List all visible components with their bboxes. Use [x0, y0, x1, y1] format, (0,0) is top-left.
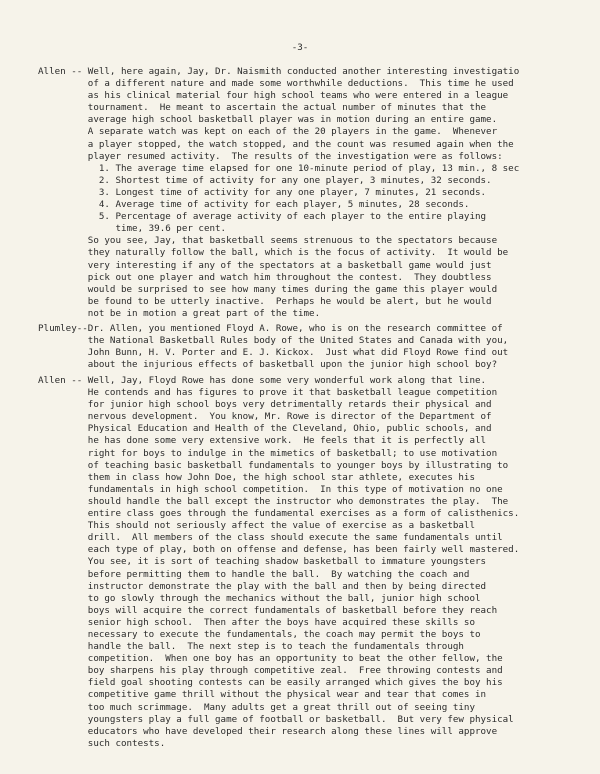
text-line: competitive game thrill without the physical wear and tear that comes in	[38, 689, 487, 701]
text-line: of teaching basic basketball fundamentals to younger boys by illustrating to	[38, 459, 509, 471]
text-line: 3. Longest time of activity for any one player, 7 minutes, 21 seconds.	[38, 186, 487, 198]
text-line: be found to be utterly inactive. Perhaps he would be alert, but he would	[38, 295, 492, 307]
dialogue-entry-plumley	[38, 323, 578, 371]
text-line: very interesting if any of the spectators at a basketball game would just	[38, 259, 492, 271]
text-line: entire class goes through the fundamental exercises as a form of calisthenics.	[38, 508, 520, 520]
text-line: too much scrimmage. Many adults get a great thrill out of seeing tiny	[38, 701, 475, 713]
text-line: pick out one player and watch him throughout the contest. They doubtless	[38, 271, 492, 283]
text-line: Allen -- Well, Jay, Floyd Rowe has done some very wonderful work along that line.	[38, 375, 487, 386]
text-line: to go slowly through the mechanics without the ball, junior high school	[38, 592, 481, 604]
text-line: educators who have developed their research along these lines will approve	[38, 725, 498, 737]
text-line: the National Basketball Rules body of the United States and Canada with you,	[38, 335, 509, 347]
text-line: each type of play, both on offense and defense, has been fairly well mastered.	[38, 544, 520, 556]
text-line: competition. When one boy has an opportunity to beat the other fellow, the	[38, 653, 503, 665]
text-line: fundamentals in high school competition. In this type of motivation no one	[38, 483, 503, 495]
page-number: -3-	[291, 42, 309, 53]
text-line: tournament. He meant to ascertain the actual number of minutes that the	[38, 102, 487, 114]
text-line: should handle the ball except the instructor who demonstrates the play. The	[38, 495, 509, 507]
dialogue-entry-allen-2	[38, 375, 578, 750]
text-line: He contends and has figures to prove it that basketball league competition	[38, 387, 498, 399]
text-line: them in class how John Doe, the high school star athlete, executes his	[38, 471, 475, 483]
text-line: before permitting them to handle the ball. By watching the coach and	[38, 568, 470, 580]
text-line: This should not seriously affect the value of exercise as a basketball	[38, 520, 475, 532]
text-line: drill. All members of the class should execute the same fundamentals until	[38, 532, 503, 544]
text-line: handle the ball. The next step is to teach the fundamentals through	[38, 641, 464, 653]
text-line: such contests.	[38, 737, 166, 749]
text-line: for junior high school boys very detrimentally retards their physical and	[38, 399, 492, 411]
text-line: about the injurious effects of basketball upon the junior high school boy?	[38, 359, 498, 371]
text-line: of a different nature and made some worthwhile deductions. This time he used	[38, 78, 514, 90]
text-line: necessary to execute the fundamentals, the coach may permit the boys to	[38, 628, 481, 640]
text-line: a player stopped, the watch stopped, and the count was resumed again when the	[38, 138, 514, 150]
text-line: right for boys to indulge in the mimetics of basketball; to use motivation	[38, 447, 498, 459]
text-line: 1. The average time elapsed for one 10-minute period of play, 13 min., 8 sec	[38, 162, 520, 174]
text-line: time, 39.6 per cent.	[38, 223, 227, 235]
text-line: youngsters play a full game of football or basketball. But very few physical	[38, 713, 514, 725]
text-line: average high school basketball player was in motion during an entire game.	[38, 114, 498, 126]
text-line: boy sharpens his play through competitive zeal. Free throwing contests and	[38, 665, 503, 677]
text-line: instructor demonstrate the play with the ball and then by being directed	[38, 580, 487, 592]
text-line: not be in motion a great part of the time.	[38, 307, 321, 319]
text-line: nervous development. You know, Mr. Rowe is director of the Department of	[38, 411, 492, 423]
text-line: Plumley--Dr. Allen, you mentioned Floyd A. Rowe, who is on the research committee of	[38, 323, 503, 334]
text-line: You see, it is sort of teaching shadow basketball to immature youngsters	[38, 556, 487, 568]
text-line: senior high school. Then after the boys have acquired these skills so	[38, 616, 475, 628]
text-line: Physical Education and Health of the Cleveland, Ohio, public schools, and	[38, 423, 492, 435]
text-line: as his clinical material four high school teams who were entered in a league	[38, 90, 509, 102]
text-line: A separate watch was kept on each of the 20 players in the game. Whenever	[38, 126, 498, 138]
text-line: 2. Shortest time of activity for any one player, 3 minutes, 32 seconds.	[38, 174, 492, 186]
text-line: 5. Percentage of average activity of each player to the entire playing	[38, 211, 487, 223]
text-line: he has done some very extensive work. He feels that it is perfectly all	[38, 435, 487, 447]
text-line: field goal shooting contests can be easily arranged which gives the boy his	[38, 677, 503, 689]
text-line: player resumed activity. The results of the investigation were as follows:	[38, 150, 503, 162]
text-line: boys will acquire the correct fundamentals of basketball before they reach	[38, 604, 498, 616]
text-line: Allen -- Well, here again, Jay, Dr. Naismith conducted another interesting investigatio	[38, 66, 520, 77]
dialogue-entry-allen-1	[38, 66, 578, 320]
text-line: would be surprised to see how many times during the game this player would	[38, 283, 498, 295]
text-line: 4. Average time of activity for each player, 5 minutes, 28 seconds.	[38, 199, 470, 211]
text-line: they naturally follow the ball, which is the focus of activity. It would be	[38, 247, 509, 259]
text-line: John Bunn, H. V. Porter and E. J. Kickox. Just what did Floyd Rowe find out	[38, 347, 509, 359]
text-line: So you see, Jay, that basketball seems strenuous to the spectators because	[38, 235, 498, 247]
